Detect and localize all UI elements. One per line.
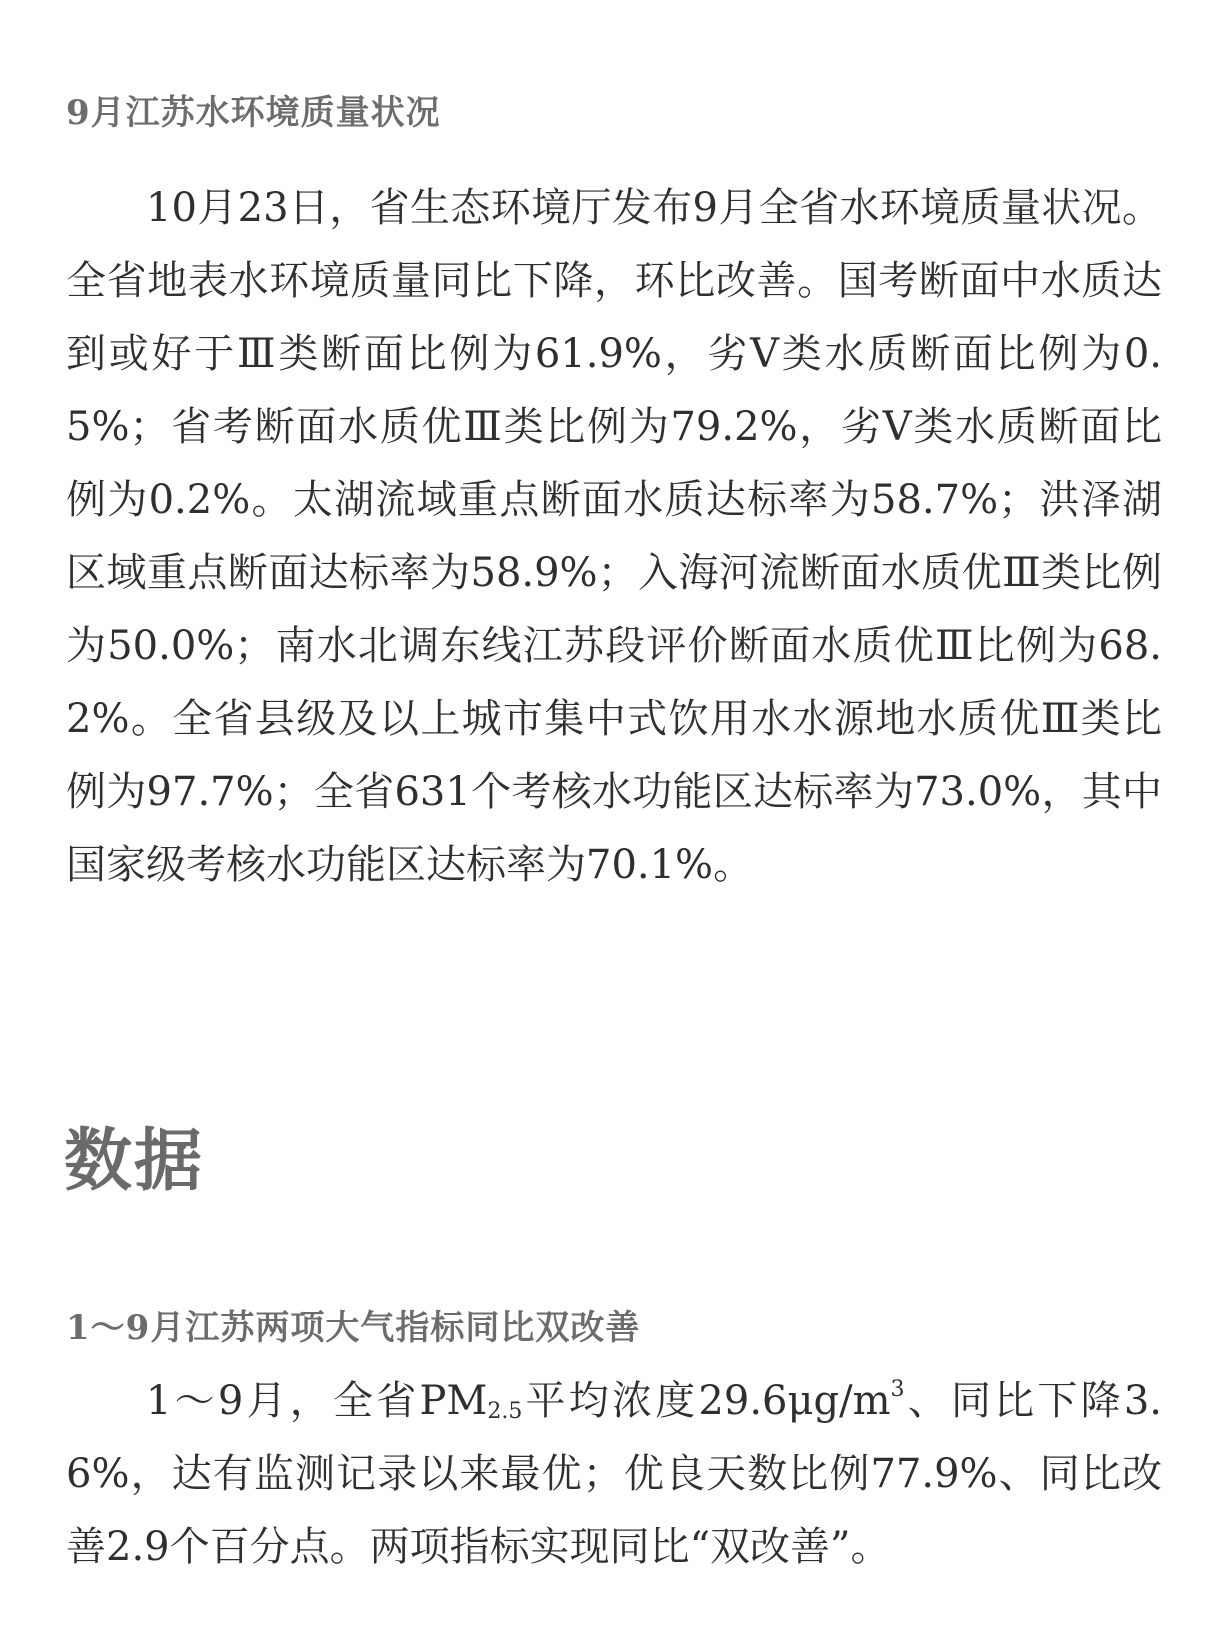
air-body-part-1: 1～9月，全省PM [146, 1378, 488, 1424]
air-body-part-2: 平均浓度29.6μg/m [522, 1378, 891, 1424]
article-heading-air-quality: 1～9月江苏两项大气指标同比双改善 [66, 1308, 641, 1348]
pm-subscript: 2.5 [487, 1399, 523, 1424]
article-body-water-quality: 10月23日，省生态环境厅发布9月全省水环境质量状况。全省地表水环境质量同比下降，环比改善。国考断面中水质达到或好于Ⅲ类断面比例为61.9%，劣Ⅴ类水质断面比例为0.5%；省考断面水质优Ⅲ类比例为79.2%，劣Ⅴ类水质断面比例为0.2%。太湖流域重点断面水质达标率为58.7%；洪泽湖区域重点断面达标率为58.9%；入海河流断面水质优Ⅲ类比例为50.0%；南水北调东线江苏段评价断面水质优Ⅲ比例为68.2%。全省县级及以上城市集中式饮用水水源地水质优Ⅲ类比例为97.7%；全省631个考核水功能区达标率为73.0%，其中国家级考核水功能区达标率为70.1%。 [66, 185, 1162, 888]
section-title-data: 数据 [64, 1122, 205, 1201]
article-body-air-quality [66, 1365, 1162, 1584]
unit-superscript: 3 [890, 1377, 905, 1402]
article-heading-water-quality: 9月江苏水环境质量状况 [66, 93, 441, 133]
air-body-part-3: 、同比下降3.6%，达有监测记录以来最优；优良天数比例77.9%、同比改善2.9个百分点。两项指标实现同比“双改善”。 [66, 1378, 1163, 1570]
